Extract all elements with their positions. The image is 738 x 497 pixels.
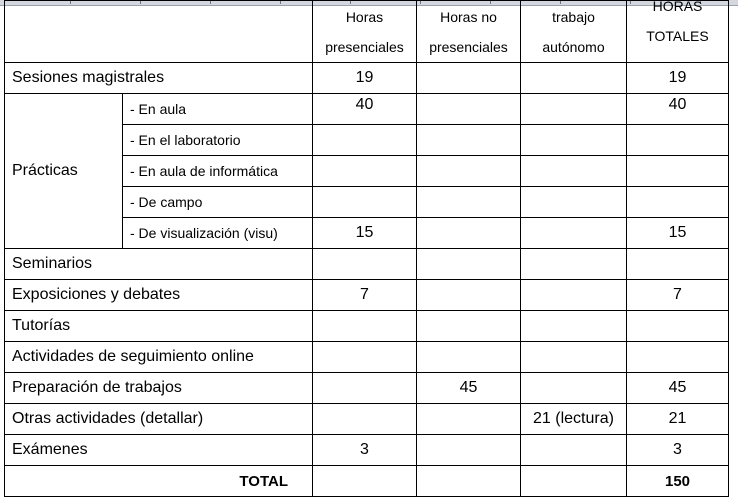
cell-autonomo <box>521 466 627 497</box>
header-trabajo-autonomo <box>521 1 627 63</box>
row-label: Seminarios <box>5 249 313 280</box>
cell-presenciales: 15 <box>313 218 417 249</box>
cell-no-presenciales <box>417 280 521 311</box>
cell-presenciales <box>313 342 417 373</box>
cell-no-presenciales <box>417 218 521 249</box>
cell-no-presenciales <box>417 404 521 435</box>
cell-autonomo <box>521 311 627 342</box>
row-label: Actividades de seguimiento online <box>5 342 313 373</box>
row-label: Tutorías <box>5 311 313 342</box>
cell-autonomo <box>521 218 627 249</box>
header-line: Horas no <box>440 8 497 25</box>
table-row <box>5 311 729 342</box>
header-line: HORAS <box>652 0 703 14</box>
cell-autonomo: 21 (lectura) <box>521 404 627 435</box>
cell-presenciales: 40 <box>313 94 417 125</box>
cell-autonomo <box>521 280 627 311</box>
cell-presenciales <box>313 373 417 404</box>
cell-totales: 40 <box>627 94 729 125</box>
cell-presenciales <box>313 187 417 218</box>
row-label: Preparación de trabajos <box>5 373 313 404</box>
cell-no-presenciales <box>417 249 521 280</box>
cell-autonomo <box>521 187 627 218</box>
cell-totales <box>627 249 729 280</box>
cell-totales <box>627 125 729 156</box>
header-line: presenciales <box>325 38 404 55</box>
cell-totales: 7 <box>627 280 729 311</box>
table-total-row <box>5 466 729 497</box>
hours-table <box>4 0 729 497</box>
cell-presenciales <box>313 125 417 156</box>
table-row <box>5 63 729 94</box>
header-empty-cell <box>5 1 313 63</box>
cell-totales <box>627 342 729 373</box>
cell-totales <box>627 187 729 218</box>
cell-totales: 19 <box>627 63 729 94</box>
cell-no-presenciales <box>417 187 521 218</box>
table-row <box>5 404 729 435</box>
cell-no-presenciales <box>417 311 521 342</box>
header-line: Horas <box>345 8 384 25</box>
cell-autonomo <box>521 156 627 187</box>
table-row <box>5 94 729 125</box>
cell-presenciales: 3 <box>313 435 417 466</box>
table-row <box>5 342 729 373</box>
cell-presenciales <box>313 156 417 187</box>
cell-no-presenciales <box>417 94 521 125</box>
cell-autonomo <box>521 373 627 404</box>
cell-no-presenciales <box>417 63 521 94</box>
header-horas-totales <box>627 1 729 63</box>
row-sublabel: - En el laboratorio <box>123 125 313 156</box>
row-sublabel: - En aula <box>123 94 313 125</box>
cell-no-presenciales <box>417 125 521 156</box>
row-label: Exámenes <box>5 435 313 466</box>
table-row <box>5 435 729 466</box>
cell-totales: 3 <box>627 435 729 466</box>
row-label: Exposiciones y debates <box>5 280 313 311</box>
cell-no-presenciales <box>417 435 521 466</box>
cell-totales: 21 <box>627 404 729 435</box>
cell-autonomo <box>521 94 627 125</box>
cell-autonomo <box>521 342 627 373</box>
cell-totales <box>627 311 729 342</box>
cell-totales: 45 <box>627 373 729 404</box>
cell-autonomo <box>521 249 627 280</box>
cell-no-presenciales: 45 <box>417 373 521 404</box>
header-line: trabajo <box>552 8 595 25</box>
cell-autonomo <box>521 435 627 466</box>
row-sublabel: - De visualización (visu) <box>123 218 313 249</box>
cell-presenciales <box>313 249 417 280</box>
row-sublabel: - De campo <box>123 187 313 218</box>
cell-presenciales <box>313 404 417 435</box>
header-line: presenciales <box>429 38 508 55</box>
header-horas-no-presenciales <box>417 1 521 63</box>
table-row <box>5 373 729 404</box>
cell-presenciales: 19 <box>313 63 417 94</box>
cell-no-presenciales <box>417 156 521 187</box>
cell-presenciales <box>313 466 417 497</box>
table-header-row <box>5 1 729 63</box>
header-line: autónomo <box>542 38 605 55</box>
row-label: Otras actividades (detallar) <box>5 404 313 435</box>
total-label: TOTAL <box>5 466 313 497</box>
row-label: Sesiones magistrales <box>5 63 313 94</box>
cell-autonomo <box>521 63 627 94</box>
cell-totales: 15 <box>627 218 729 249</box>
row-sublabel: - En aula de informática <box>123 156 313 187</box>
cell-no-presenciales <box>417 466 521 497</box>
cell-autonomo <box>521 125 627 156</box>
table-row <box>5 280 729 311</box>
cell-totales <box>627 156 729 187</box>
practicas-group-label: Prácticas <box>5 94 123 249</box>
table-row <box>5 249 729 280</box>
cell-presenciales <box>313 311 417 342</box>
cell-no-presenciales <box>417 342 521 373</box>
header-horas-presenciales <box>313 1 417 63</box>
header-line: TOTALES <box>646 28 709 44</box>
cell-presenciales: 7 <box>313 280 417 311</box>
total-value: 150 <box>627 466 729 497</box>
